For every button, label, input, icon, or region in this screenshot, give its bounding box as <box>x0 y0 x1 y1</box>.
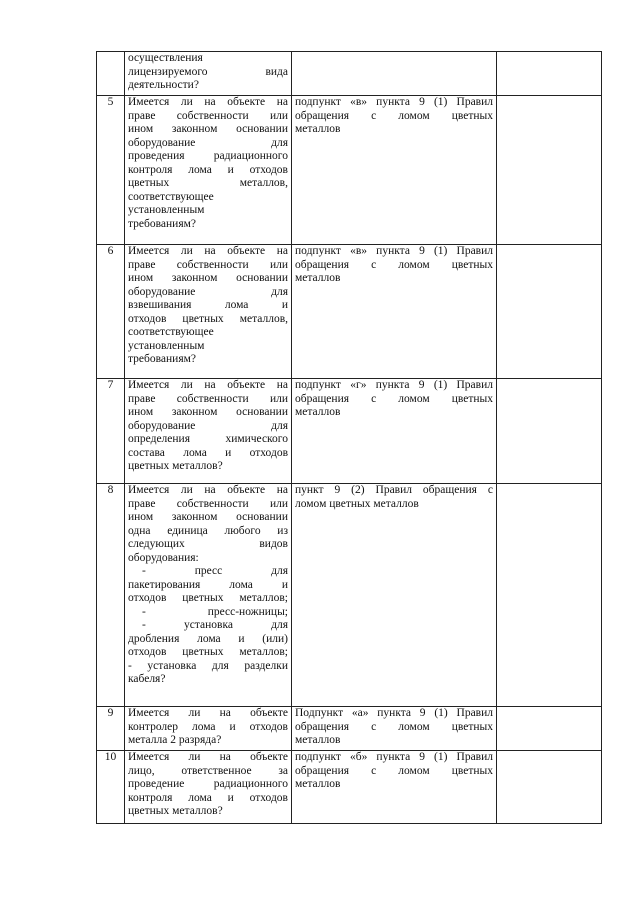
reference-line: металлов <box>295 123 341 135</box>
reference-line: металлов <box>295 406 341 418</box>
answer-cell <box>497 484 602 707</box>
reference-line: подпункт «б» пункта 9 (1) Правил <box>295 751 493 763</box>
question-line: праве собственности или <box>128 258 288 271</box>
row-number: 8 <box>97 484 125 707</box>
reference-line: металлов <box>295 272 341 284</box>
question-line: кабеля? <box>128 673 166 685</box>
question-cell <box>125 484 292 707</box>
table-row <box>97 52 602 96</box>
legal-reference-cell <box>292 751 497 824</box>
legal-reference-cell <box>292 484 497 707</box>
row-number: 5 <box>97 96 125 245</box>
reference-line: обращения с ломом цветных <box>295 764 493 777</box>
question-line: Имеется ли на объекте на <box>128 96 288 108</box>
question-line: установленным <box>128 204 205 216</box>
legal-reference-cell <box>292 96 497 245</box>
question-line: праве собственности или <box>128 392 288 405</box>
reference-line: обращения с ломом цветных <box>295 109 493 122</box>
row-number: 7 <box>97 379 125 484</box>
table-row <box>97 707 602 751</box>
reference-line: подпункт «г» пункта 9 (1) Правил <box>295 379 493 391</box>
question-line: цветных металлов, <box>128 177 288 189</box>
question-line: проведение радиационного <box>128 778 288 790</box>
legal-reference-cell <box>292 379 497 484</box>
table-row <box>97 484 602 707</box>
reference-line: подпункт «в» пункта 9 (1) Правил <box>295 245 493 257</box>
question-line: одна единица любого из <box>128 524 288 537</box>
question-cell <box>125 52 292 96</box>
question-line: установленным <box>128 339 205 352</box>
question-line: - установка для <box>142 619 288 631</box>
question-line: соответствующее <box>128 190 214 203</box>
question-cell <box>125 379 292 484</box>
question-line: - пресс-ножницы; <box>142 605 288 618</box>
reference-line: металлов <box>295 734 341 746</box>
question-line: дробления лома и (или) <box>128 632 288 645</box>
question-line: отходов цветных металлов; <box>128 646 288 658</box>
answer-cell <box>497 707 602 751</box>
question-line: требованиям? <box>128 217 196 230</box>
row-number: 6 <box>97 245 125 379</box>
table-row <box>97 245 602 379</box>
legal-reference-cell <box>292 52 497 96</box>
question-line: состава лома и отходов <box>128 446 288 459</box>
question-line: ином законном основании <box>128 272 288 284</box>
question-cell <box>125 245 292 379</box>
reference-line: пункт 9 (2) Правил обращения с <box>295 484 493 496</box>
question-line: Имеется ли на объекте на <box>128 245 288 257</box>
question-line: оборудование для <box>128 136 288 149</box>
question-cell <box>125 707 292 751</box>
question-line: проведения радиационного <box>128 150 288 162</box>
reference-line: обращения с ломом цветных <box>295 720 493 733</box>
question-line: оборудования: <box>128 551 199 564</box>
question-line: отходов цветных металлов; <box>128 592 288 604</box>
answer-cell <box>497 379 602 484</box>
question-line: оборудование для <box>128 285 288 298</box>
question-line: определения химического <box>128 433 288 445</box>
question-line: деятельности? <box>128 79 199 91</box>
question-line: Имеется ли на объекте на <box>128 379 288 391</box>
legal-reference-cell <box>292 707 497 751</box>
table-row <box>97 751 602 824</box>
question-line: контролер лома и отходов <box>128 720 288 733</box>
question-line: праве собственности или <box>128 109 288 122</box>
reference-line: ломом цветных металлов <box>295 497 419 510</box>
question-line: контроля лома и отходов <box>128 163 288 176</box>
question-line: праве собственности или <box>128 497 288 510</box>
table-row <box>97 96 602 245</box>
question-line: лицо, ответственное за <box>128 764 288 777</box>
answer-cell <box>497 52 602 96</box>
question-line: ином законном основании <box>128 511 288 523</box>
checklist-table <box>96 51 602 824</box>
legal-reference-cell <box>292 245 497 379</box>
reference-line: подпункт «в» пункта 9 (1) Правил <box>295 96 493 108</box>
question-line: Имеется ли на объекте на <box>128 484 288 496</box>
checklist-body <box>97 52 602 824</box>
reference-line: Подпункт «а» пункта 9 (1) Правил <box>295 707 493 719</box>
table-row <box>97 379 602 484</box>
question-line: Имеется ли на объекте <box>128 751 288 763</box>
question-line: - пресс для <box>142 565 288 577</box>
reference-line: обращения с ломом цветных <box>295 392 493 405</box>
question-line: цветных металлов? <box>128 460 223 472</box>
question-line: осуществления <box>128 52 203 64</box>
question-line: цветных металлов? <box>128 805 223 817</box>
answer-cell <box>497 245 602 379</box>
row-number: 9 <box>97 707 125 751</box>
answer-cell <box>497 96 602 245</box>
row-number: 10 <box>97 751 125 824</box>
question-line: металла 2 разряда? <box>128 734 222 746</box>
question-line: ином законном основании <box>128 123 288 135</box>
reference-line: обращения с ломом цветных <box>295 258 493 271</box>
question-cell <box>125 96 292 245</box>
reference-line: металлов <box>295 778 341 790</box>
question-line: Имеется ли на объекте <box>128 707 288 719</box>
question-line: - установка для разделки <box>128 659 288 672</box>
question-line: соответствующее <box>128 326 214 338</box>
row-number <box>97 52 125 96</box>
question-line: ином законном основании <box>128 406 288 418</box>
question-line: взвешивания лома и <box>128 299 288 311</box>
question-line: лицензируемого вида <box>128 65 288 78</box>
question-line: оборудование для <box>128 419 288 432</box>
question-line: требованиям? <box>128 353 196 365</box>
question-line: контроля лома и отходов <box>128 791 288 804</box>
answer-cell <box>497 751 602 824</box>
question-line: следующих видов <box>128 538 288 550</box>
question-line: отходов цветных металлов, <box>128 312 288 325</box>
question-line: пакетирования лома и <box>128 578 288 591</box>
question-cell <box>125 751 292 824</box>
